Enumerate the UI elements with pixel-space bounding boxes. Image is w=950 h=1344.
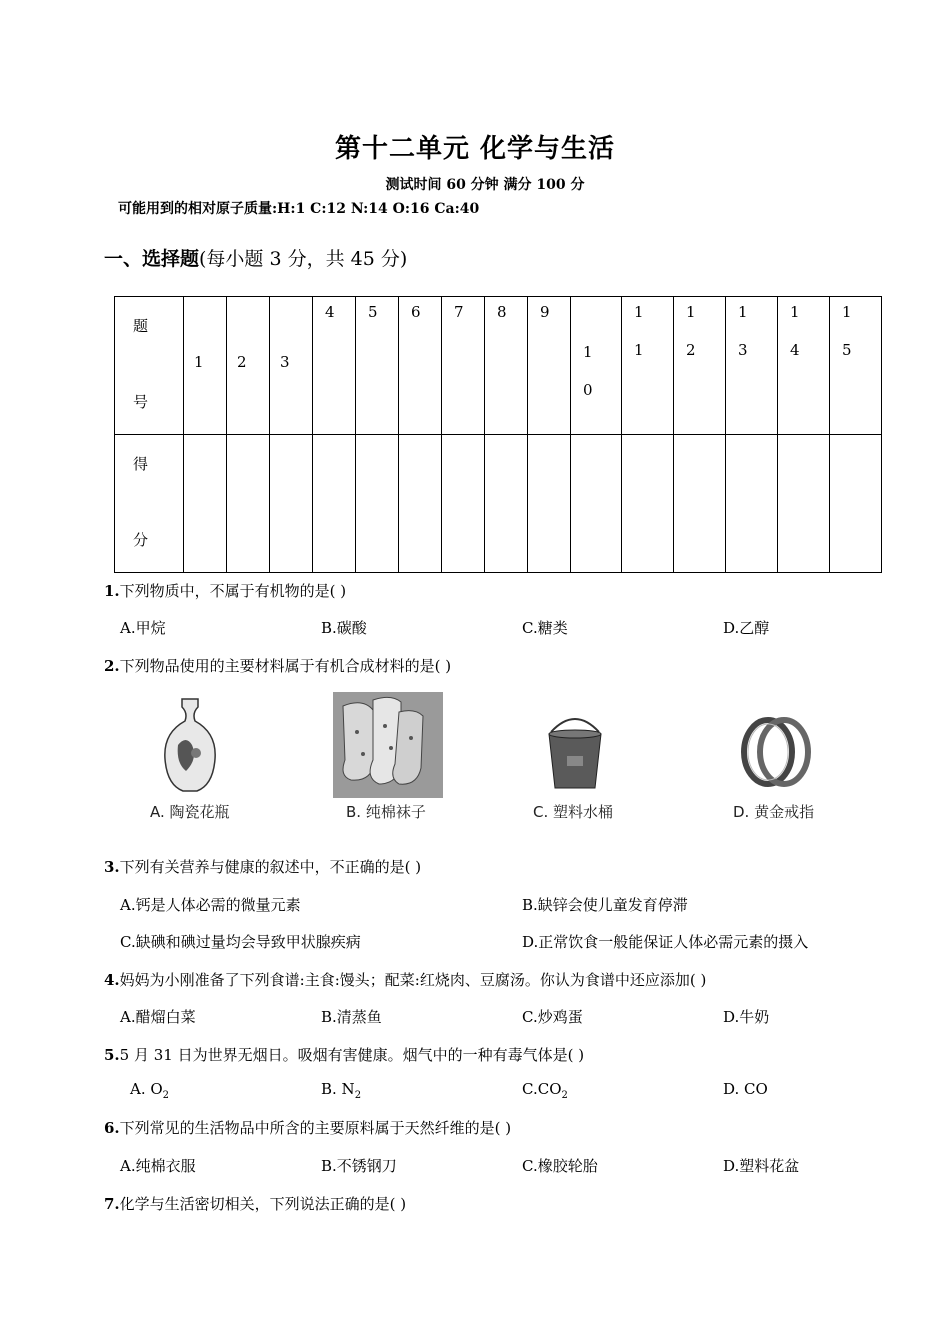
num-text: 1 0 [583,343,593,399]
score-cell[interactable] [184,435,227,573]
option-a[interactable]: A.钙是人体必需的微量元素 [120,896,301,914]
num-text: 6 [411,303,421,321]
num-text: 1 4 [790,303,800,359]
option-b[interactable]: B.不锈钢刀 [321,1157,397,1175]
atomic-masses: 可能用到的相对原子质量:H:1 C:12 N:14 O:16 Ca:40 [118,201,480,217]
question-number: 2. [104,657,120,675]
socks-image [333,692,443,798]
num-cell [674,297,726,435]
num-text: 8 [497,303,507,321]
score-cell[interactable] [622,435,674,573]
num-text: 5 [368,303,378,321]
score-cell[interactable] [674,435,726,573]
num-text: 4 [325,303,335,321]
question-3 [104,856,421,877]
subscript: 2 [354,1090,362,1101]
subscript: 2 [561,1090,568,1101]
score-cell[interactable] [830,435,882,573]
question-text: 化学与生活密切相关，下列说法正确的是( ) [119,1195,407,1213]
option-d[interactable]: D.牛奶 [723,1008,770,1026]
option-b[interactable]: B.清蒸鱼 [321,1008,382,1026]
num-text: 2 [237,353,247,371]
num-cell [227,297,270,435]
option-a[interactable]: A.甲烷 [120,619,166,637]
question-2 [104,655,451,676]
option-c[interactable]: C.糖类 [522,619,568,637]
rings-image [738,712,814,790]
bucket-image [545,712,605,792]
image-caption: C. 塑料水桶 [533,803,614,821]
option-text: C.CO [522,1080,562,1098]
num-cell [399,297,442,435]
option-a[interactable] [130,1080,169,1101]
num-cell [270,297,313,435]
page-title: 第十二单元 化学与生活 [334,134,616,164]
question-number: 4. [104,971,120,989]
score-table [114,296,882,573]
num-cell [184,297,227,435]
vase-image [160,695,220,795]
num-text: 1 3 [738,303,748,359]
image-caption: D. 黄金戒指 [733,803,815,821]
score-cell[interactable] [528,435,571,573]
num-text: 1 2 [686,303,696,359]
num-cell [313,297,356,435]
option-a[interactable]: A.醋熘白菜 [120,1008,196,1026]
option-text: B. N [321,1080,355,1098]
question-text: 5 月 31 日为世界无烟日。吸烟有害健康。烟气中的一种有毒气体是( ) [119,1046,585,1064]
option-b[interactable] [321,1080,361,1101]
num-cell [726,297,778,435]
score-cell[interactable] [778,435,830,573]
option-b[interactable]: B.缺锌会使儿童发育停滞 [522,896,688,914]
question-5 [104,1044,584,1065]
num-text: 1 1 [634,303,644,359]
question-4 [104,969,706,990]
row-head-score [115,435,184,573]
option-d[interactable]: D.塑料花盆 [723,1157,800,1175]
image-caption: B. 纯棉袜子 [346,803,426,821]
option-c[interactable]: C.炒鸡蛋 [522,1008,583,1026]
table-row-scores [115,435,882,573]
row-head-number [115,297,184,435]
table-row-numbers [115,297,882,435]
option-text: A. O [130,1080,163,1098]
num-cell [830,297,882,435]
option-c[interactable]: C.橡胶轮胎 [522,1157,598,1175]
test-meta: 测试时间 60 分钟 满分 100 分 [385,177,585,193]
question-6 [104,1117,511,1138]
section-label: 一、选择题 [104,248,200,270]
question-number: 3. [104,858,120,876]
num-cell [778,297,830,435]
subscript: 2 [162,1090,170,1101]
num-cell [571,297,622,435]
num-cell [356,297,399,435]
head-char: 号 [133,393,149,411]
head-char: 分 [133,531,149,549]
score-cell[interactable] [356,435,399,573]
question-text: 下列常见的生活物品中所含的主要原料属于天然纤维的是( ) [119,1119,512,1137]
num-text: 1 [194,353,204,371]
image-caption: A. 陶瓷花瓶 [150,803,230,821]
num-cell [622,297,674,435]
head-char: 得 [133,455,149,473]
num-cell [528,297,571,435]
num-text: 7 [454,303,464,321]
question-number: 7. [104,1195,120,1213]
head-char: 题 [133,317,149,335]
option-c[interactable]: C.缺碘和碘过量均会导致甲状腺疾病 [120,933,361,951]
option-b[interactable]: B.碳酸 [321,619,367,637]
question-number: 6. [104,1119,120,1137]
question-text: 下列物品使用的主要材料属于有机合成材料的是( ) [119,657,452,675]
num-cell [485,297,528,435]
section-heading [104,244,407,271]
section-note: (每小题 3 分，共 45 分) [199,248,408,270]
score-cell[interactable] [227,435,270,573]
option-a[interactable]: A.纯棉衣服 [120,1157,196,1175]
num-cell [442,297,485,435]
question-number: 5. [104,1046,120,1064]
question-1 [104,580,346,601]
question-text: 下列物质中，不属于有机物的是( ) [119,582,347,600]
num-text: 3 [280,353,290,371]
question-7 [104,1193,406,1214]
option-d[interactable]: D. CO [723,1080,768,1098]
score-cell[interactable] [726,435,778,573]
num-text: 1 5 [842,303,852,359]
question-text: 下列有关营养与健康的叙述中，不正确的是( ) [119,858,422,876]
score-cell[interactable] [399,435,442,573]
score-cell[interactable] [313,435,356,573]
option-d[interactable]: D.乙醇 [723,619,770,637]
score-cell[interactable] [270,435,313,573]
question-number: 1. [104,582,120,600]
option-d[interactable]: D.正常饮食一般能保证人体必需元素的摄入 [522,933,809,951]
score-cell[interactable] [442,435,485,573]
option-c[interactable] [522,1080,568,1101]
num-text: 9 [540,303,550,321]
question-text: 妈妈为小刚准备了下列食谱:主食:馒头；配菜:红烧肉、豆腐汤。你认为食谱中还应添加( ) [119,971,707,989]
score-cell[interactable] [571,435,622,573]
score-cell[interactable] [485,435,528,573]
